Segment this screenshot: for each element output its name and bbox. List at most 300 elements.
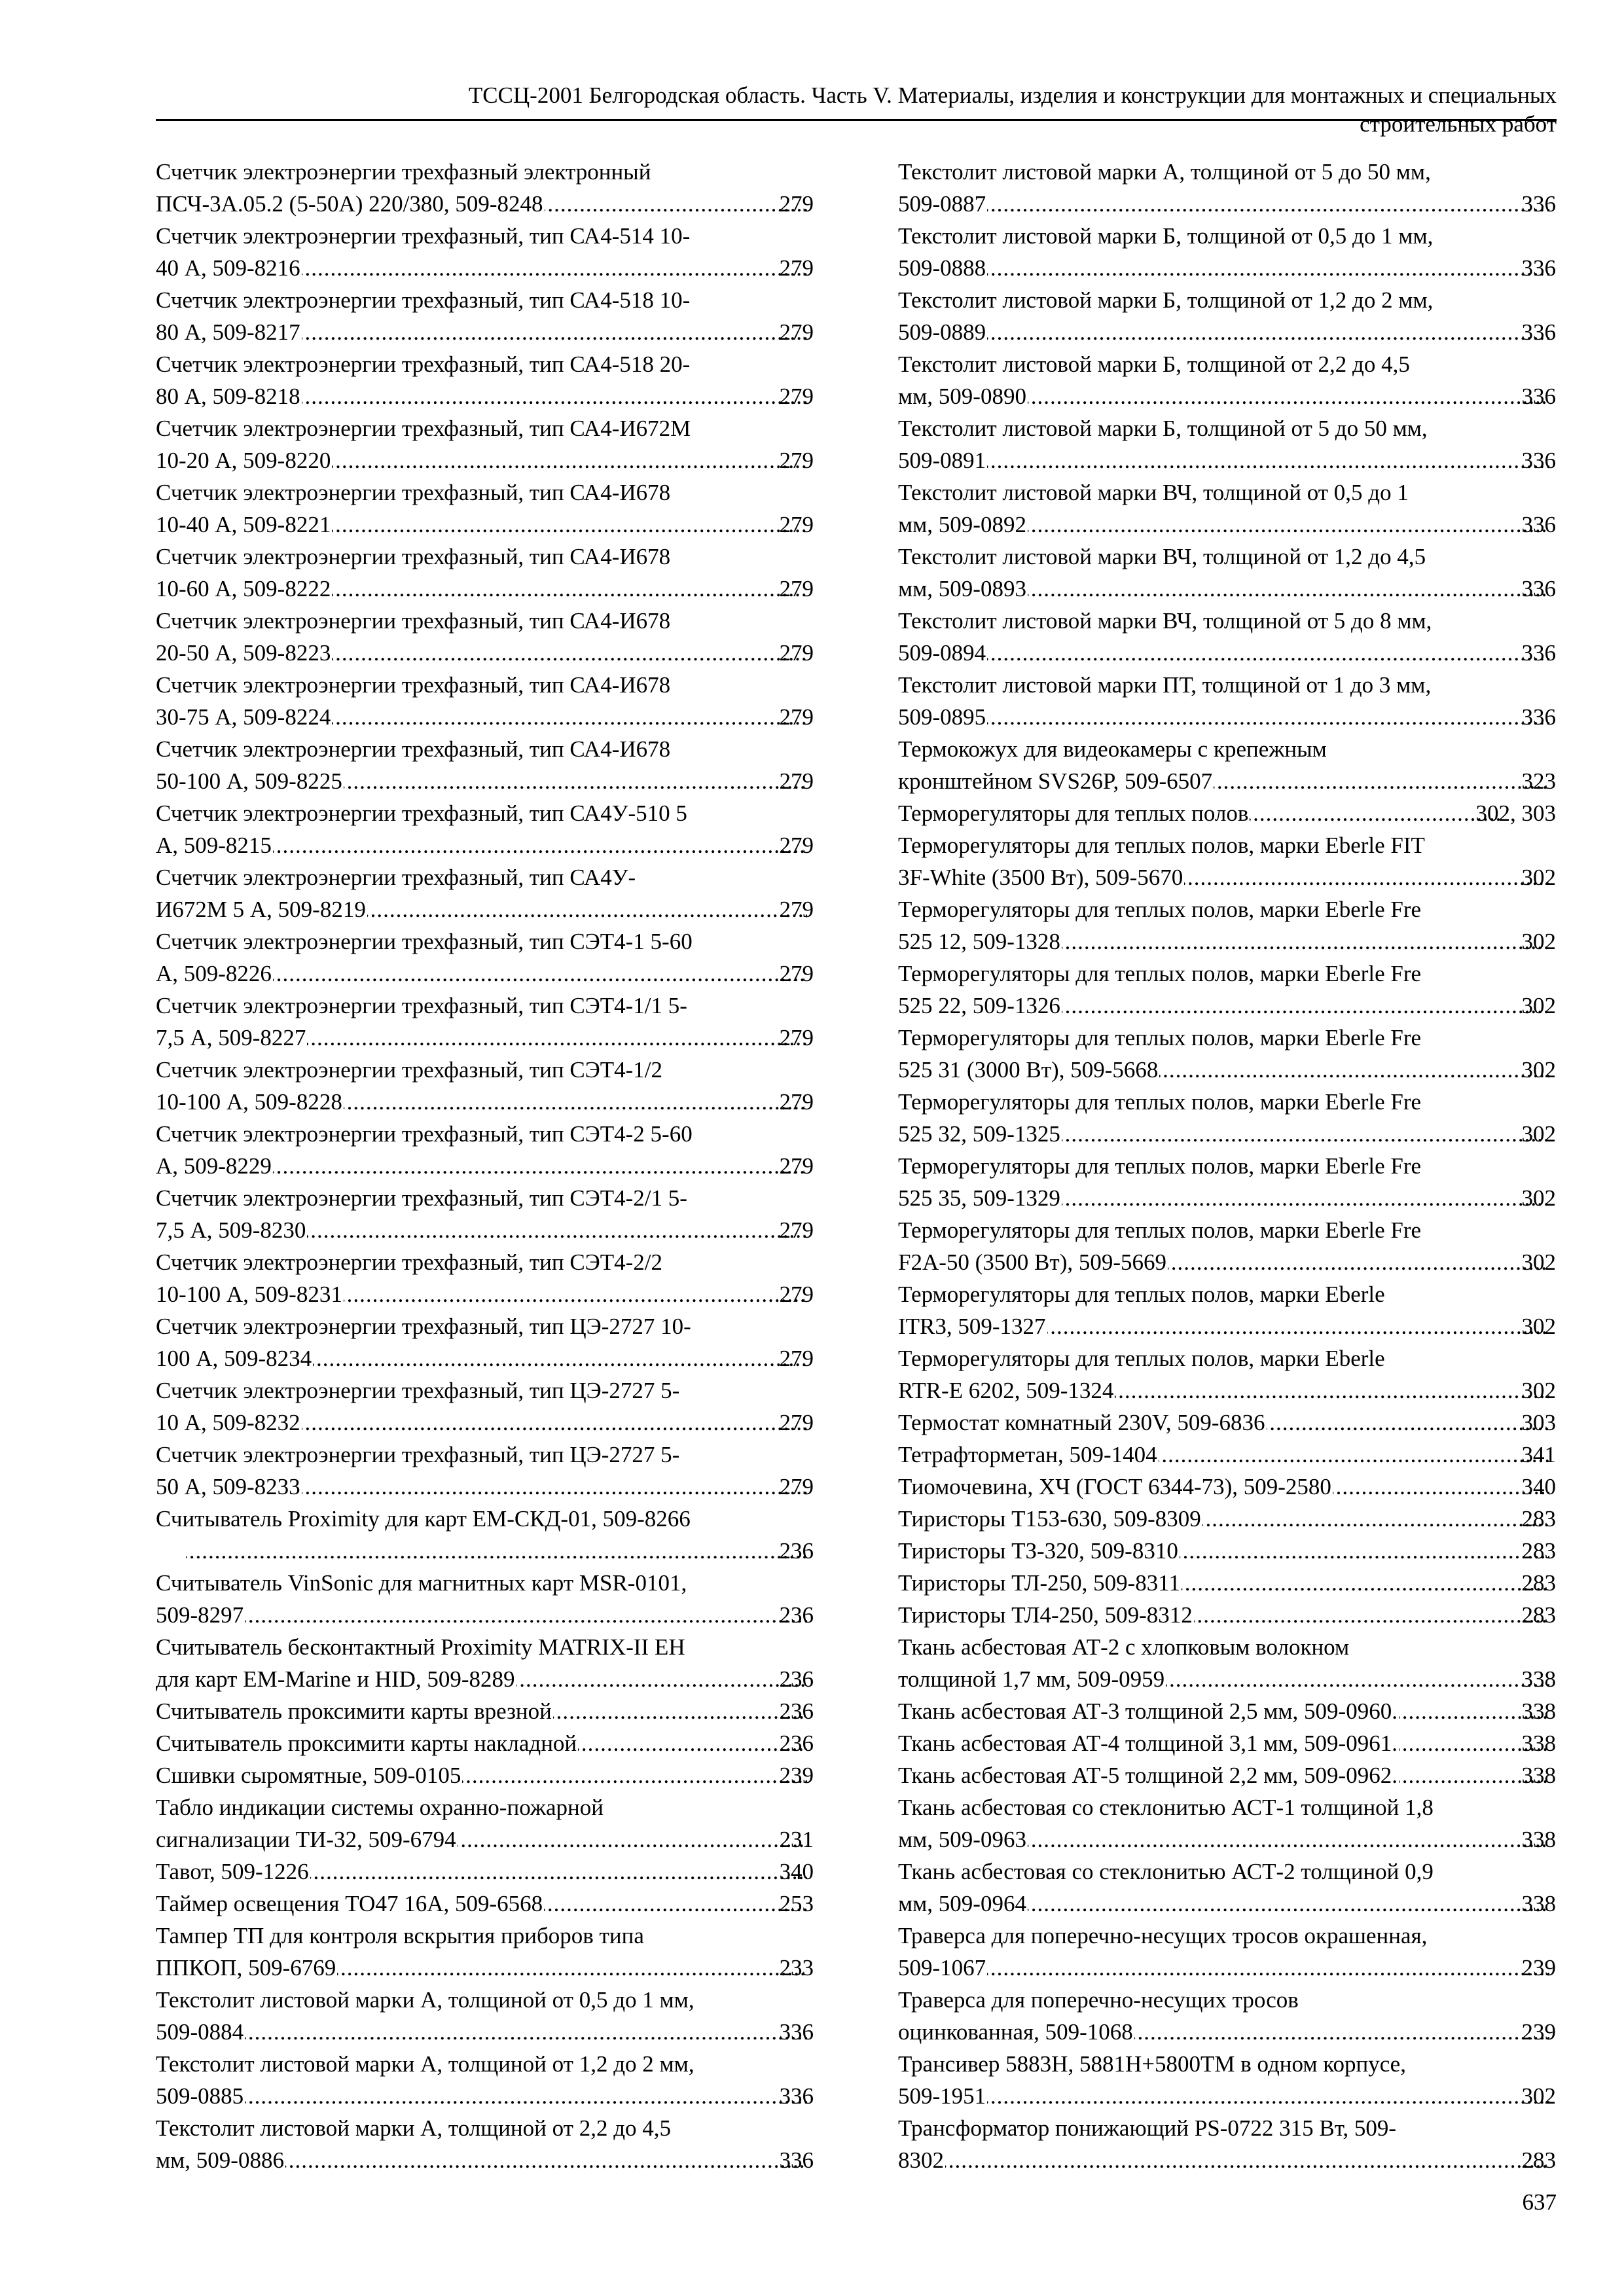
index-entry bbox=[898, 958, 1556, 1022]
entry-title: Счетчик электроэнергии трехфазный, тип СА4-518 20- bbox=[156, 351, 691, 377]
entry-page-ref: 279 bbox=[779, 319, 814, 345]
entry-leader-line bbox=[898, 1182, 1556, 1214]
entry-leader-line bbox=[898, 188, 1556, 220]
index-column-left bbox=[156, 156, 814, 2176]
entry-code: Тиомочевина, ХЧ (ГОСТ 6344-73), 509-2580 bbox=[898, 1474, 1331, 1499]
dot-leader bbox=[987, 188, 1549, 220]
entry-page-ref: 336 bbox=[1521, 384, 1556, 409]
entry-leader-line bbox=[156, 1599, 814, 1631]
entry-code: 509-1951 bbox=[898, 2083, 986, 2109]
entry-leader-line bbox=[898, 1310, 1556, 1342]
header-title: ТССЦ-2001 Белгородская область. Часть V. Материалы, изделия и конструкции для монтажных и специальных bbox=[468, 82, 1557, 108]
entry-page-ref: 283 bbox=[1521, 1506, 1556, 1532]
entry-leader-line bbox=[156, 252, 814, 284]
entry-page-ref: 236 bbox=[779, 1698, 814, 1724]
entry-leader-line bbox=[898, 765, 1556, 797]
entry-title: Счетчик электроэнергии трехфазный, тип СА4-И678 bbox=[156, 672, 671, 698]
entry-page-ref: 279 bbox=[779, 1089, 814, 1115]
entry-leader-line bbox=[898, 1471, 1556, 1503]
dot-leader bbox=[332, 701, 806, 733]
entry-title: Считыватель VinSonic для магнитных карт MSR-0101, bbox=[156, 1570, 687, 1596]
index-entry bbox=[156, 541, 814, 605]
running-header bbox=[156, 81, 1557, 139]
entry-title: Терморегуляторы для теплых полов, марки Eberle FIT bbox=[898, 833, 1425, 858]
entry-page-ref: 279 bbox=[779, 1282, 814, 1307]
entry-leader-line bbox=[898, 2080, 1556, 2112]
entry-page-ref: 279 bbox=[779, 191, 814, 217]
index-entry bbox=[156, 1118, 814, 1182]
entry-code: мм, 509-0964 bbox=[898, 1891, 1026, 1916]
index-entry bbox=[156, 1695, 814, 1727]
index-entry bbox=[156, 1791, 814, 1856]
entry-title: Траверса для поперечно-несущих тросов окрашенная, bbox=[898, 1923, 1428, 1948]
dot-leader bbox=[245, 1599, 806, 1631]
dot-leader bbox=[1166, 1663, 1549, 1695]
dot-leader bbox=[945, 2144, 1549, 2176]
dot-leader bbox=[273, 958, 807, 990]
dot-leader bbox=[1134, 2016, 1549, 2048]
entry-leader-line bbox=[156, 958, 814, 990]
dot-leader bbox=[332, 509, 806, 541]
index-entry bbox=[898, 1471, 1556, 1503]
entry-page-ref: 283 bbox=[1521, 1538, 1556, 1564]
entry-leader-line bbox=[898, 252, 1556, 284]
entry-code: ITR3, 509-1327 bbox=[898, 1314, 1046, 1339]
index-entry bbox=[898, 1567, 1556, 1599]
entry-page-ref: 279 bbox=[779, 1025, 814, 1050]
entry-code: Тетрафторметан, 509-1404 bbox=[898, 1442, 1157, 1467]
entry-page-ref: 336 bbox=[779, 2083, 814, 2109]
dot-leader bbox=[987, 316, 1549, 348]
index-entry bbox=[898, 1920, 1556, 1984]
entry-page-ref: 336 bbox=[1521, 319, 1556, 345]
dot-leader bbox=[273, 829, 807, 861]
index-entry bbox=[898, 605, 1556, 669]
entry-title: Терморегуляторы для теплых полов, марки Eberle bbox=[898, 1346, 1385, 1371]
entry-page-ref: 336 bbox=[1521, 640, 1556, 666]
entry-code: ПСЧ-3А.05.2 (5-50А) 220/380, 509-8248 bbox=[156, 191, 543, 217]
entry-page-ref: 338 bbox=[1521, 1827, 1556, 1852]
entry-code: Тиристоры ТЛ-250, 509-8311 bbox=[898, 1570, 1180, 1596]
entry-page-ref: 239 bbox=[779, 1763, 814, 1788]
entry-code: А, 509-8229 bbox=[156, 1153, 272, 1179]
entry-title: Текстолит листовой марки Б, толщиной от 1,2 до 2 мм, bbox=[898, 287, 1434, 313]
entry-leader-line bbox=[898, 1888, 1556, 1920]
index-entry bbox=[156, 990, 814, 1054]
entry-leader-line bbox=[156, 1214, 814, 1246]
entry-page-ref: 279 bbox=[779, 768, 814, 794]
entry-leader-line bbox=[156, 1278, 814, 1310]
entry-code: Тиристоры Т153-630, 509-8309 bbox=[898, 1506, 1201, 1532]
entry-code: мм, 509-0963 bbox=[898, 1827, 1026, 1852]
index-entry bbox=[898, 2112, 1556, 2176]
index-entry bbox=[156, 861, 814, 925]
index-entry bbox=[898, 1984, 1556, 2048]
dot-leader bbox=[545, 188, 807, 220]
entry-leader-line bbox=[156, 188, 814, 220]
entry-page-ref: 302 bbox=[1521, 1121, 1556, 1147]
entry-leader-line bbox=[898, 1952, 1556, 1984]
entry-code: 509-0887 bbox=[898, 191, 986, 217]
entry-page-ref: 279 bbox=[779, 1217, 814, 1243]
dot-leader bbox=[987, 444, 1549, 476]
dot-leader bbox=[1062, 1182, 1549, 1214]
entry-leader-line bbox=[898, 1118, 1556, 1150]
index-entry bbox=[898, 829, 1556, 893]
index-entry bbox=[156, 605, 814, 669]
index-entry bbox=[898, 2048, 1556, 2112]
index-entry bbox=[898, 1856, 1556, 1920]
index-entry bbox=[898, 1791, 1556, 1856]
dot-leader bbox=[1062, 990, 1549, 1022]
entry-leader-line bbox=[156, 1727, 814, 1759]
entry-page-ref: 279 bbox=[779, 1474, 814, 1499]
index-entry bbox=[156, 669, 814, 733]
index-entry bbox=[156, 797, 814, 861]
entry-page-ref: 302 bbox=[1521, 1378, 1556, 1403]
dot-leader bbox=[1202, 1503, 1549, 1535]
entry-leader-line bbox=[898, 2016, 1556, 2048]
entry-leader-line bbox=[156, 701, 814, 733]
index-column-right bbox=[898, 156, 1556, 2176]
entry-page-ref: 283 bbox=[1521, 1570, 1556, 1596]
entry-leader-line bbox=[898, 2144, 1556, 2176]
entry-leader-line bbox=[156, 765, 814, 797]
entry-title: Траверса для поперечно-несущих тросов bbox=[898, 1987, 1299, 2013]
entry-code: 525 12, 509-1328 bbox=[898, 929, 1060, 954]
entry-leader-line bbox=[156, 316, 814, 348]
entry-title: Текстолит листовой марки Б, толщиной от 5 до 50 мм, bbox=[898, 416, 1428, 441]
entry-title: Текстолит листовой марки Б, толщиной от 2,2 до 4,5 bbox=[898, 351, 1410, 377]
entry-leader-line bbox=[156, 1342, 814, 1374]
index-entry bbox=[156, 156, 814, 220]
entry-code: 20-50 А, 509-8223 bbox=[156, 640, 331, 666]
entry-code: 80 А, 509-8217 bbox=[156, 319, 300, 345]
index-entry bbox=[898, 1503, 1556, 1535]
dot-leader bbox=[1115, 1374, 1549, 1407]
entry-code: для карт EM-Marine и HID, 509-8289 bbox=[156, 1666, 515, 1692]
index-entry bbox=[898, 1535, 1556, 1567]
entry-title: Счетчик электроэнергии трехфазный, тип СА4У- bbox=[156, 865, 636, 890]
entry-leader-line bbox=[898, 1823, 1556, 1856]
entry-page-ref: 336 bbox=[779, 2019, 814, 2045]
entry-code: мм, 509-0892 bbox=[898, 512, 1026, 537]
entry-code: А, 509-8226 bbox=[156, 961, 272, 986]
entry-code: 525 31 (3000 Вт), 509-5668 bbox=[898, 1057, 1159, 1083]
dot-leader bbox=[1159, 1439, 1549, 1471]
index-entry bbox=[156, 1856, 814, 1888]
entry-page-ref: 279 bbox=[779, 640, 814, 666]
dot-leader bbox=[1062, 1118, 1549, 1150]
index-entry bbox=[156, 2112, 814, 2176]
entry-title: Терморегуляторы для теплых полов, марки Eberle Fre bbox=[898, 1153, 1422, 1179]
entry-title: Трансивер 5883H, 5881H+5800TM в одном корпусе, bbox=[898, 2051, 1406, 2077]
entry-code: RTR-E 6202, 509-1324 bbox=[898, 1378, 1114, 1403]
entry-title: Тампер ТП для контроля вскрытия приборов типа bbox=[156, 1923, 644, 1948]
entry-leader-line bbox=[156, 637, 814, 669]
dot-leader bbox=[1194, 1599, 1549, 1631]
entry-page-ref: 279 bbox=[779, 704, 814, 730]
entry-page-ref: 303 bbox=[1521, 1410, 1556, 1435]
entry-code: 10-100 А, 509-8228 bbox=[156, 1089, 342, 1115]
index-entry bbox=[898, 1695, 1556, 1727]
index-entry bbox=[156, 476, 814, 541]
entry-page-ref: 338 bbox=[1521, 1698, 1556, 1724]
entry-leader-line bbox=[156, 444, 814, 476]
entry-code: 3F-White (3500 Вт), 509-5670 bbox=[898, 865, 1183, 890]
entry-code: 40 А, 509-8216 bbox=[156, 255, 300, 281]
index-entry bbox=[898, 1439, 1556, 1471]
entry-code: мм, 509-0886 bbox=[156, 2147, 284, 2173]
entry-code: 100 А, 509-8234 bbox=[156, 1346, 312, 1371]
dot-leader bbox=[1028, 380, 1549, 412]
entry-page-ref: 279 bbox=[779, 1410, 814, 1435]
entry-code: 509-0884 bbox=[156, 2019, 244, 2045]
entry-page-ref: 302 bbox=[1521, 2083, 1556, 2109]
dot-leader bbox=[987, 637, 1549, 669]
index-entry bbox=[898, 1407, 1556, 1439]
entry-page-ref: 302 bbox=[1521, 1314, 1556, 1339]
entry-code: 10-20 А, 509-8220 bbox=[156, 448, 331, 473]
dot-leader bbox=[516, 1663, 807, 1695]
entry-code: 8302 bbox=[898, 2147, 944, 2173]
index-entry bbox=[156, 1631, 814, 1695]
index-entry bbox=[156, 1759, 814, 1791]
dot-leader bbox=[332, 573, 806, 605]
entry-code: 10-40 А, 509-8221 bbox=[156, 512, 331, 537]
entry-page-ref: 279 bbox=[779, 255, 814, 281]
entry-page-ref: 302 bbox=[1521, 865, 1556, 890]
entry-title: Счетчик электроэнергии трехфазный, тип СЭТ4-1/1 5- bbox=[156, 993, 687, 1018]
entry-title: Ткань асбестовая со стеклонитью АСТ-1 толщиной 1,8 bbox=[898, 1795, 1434, 1820]
entry-page-ref: 279 bbox=[779, 448, 814, 473]
index-entry bbox=[156, 1182, 814, 1246]
entry-leader-line bbox=[156, 1952, 814, 1984]
entry-title: Терморегуляторы для теплых полов, марки Eberle Fre bbox=[898, 1089, 1422, 1115]
entry-code: 10 А, 509-8232 bbox=[156, 1410, 300, 1435]
entry-leader-line bbox=[898, 1663, 1556, 1695]
index-entry bbox=[898, 1599, 1556, 1631]
entry-page-ref: 302 bbox=[1521, 1057, 1556, 1083]
dot-leader bbox=[313, 1342, 806, 1374]
entry-page-ref: 283 bbox=[1521, 1602, 1556, 1628]
index-entry bbox=[156, 1439, 814, 1503]
entry-title: Ткань асбестовая АТ-2 с хлопковым волокном bbox=[898, 1634, 1350, 1660]
dot-leader bbox=[987, 701, 1549, 733]
index-entry bbox=[898, 476, 1556, 541]
index-entry bbox=[156, 1727, 814, 1759]
entry-page-ref: 336 bbox=[1521, 512, 1556, 537]
entry-title: Считыватель бесконтактный Proximity MATRIX-II EH bbox=[156, 1634, 685, 1660]
entry-leader-line bbox=[898, 1246, 1556, 1278]
entry-code: 525 35, 509-1329 bbox=[898, 1185, 1060, 1211]
entry-code: 10-100 А, 509-8231 bbox=[156, 1282, 342, 1307]
entry-code: Сшивки сыромятные, 509-0105 bbox=[156, 1763, 461, 1788]
entry-title: Термокожух для видеокамеры с крепежным bbox=[898, 736, 1327, 762]
entry-code: Тиристоры ТЗ-320, 509-8310 bbox=[898, 1538, 1178, 1564]
entry-leader-line bbox=[156, 1823, 814, 1856]
dot-leader bbox=[307, 1214, 806, 1246]
index-entry bbox=[156, 348, 814, 412]
index-entry bbox=[156, 1310, 814, 1374]
entry-title: Терморегуляторы для теплых полов, марки Eberle Fre bbox=[898, 897, 1422, 922]
dot-leader bbox=[1028, 573, 1549, 605]
entry-title: Текстолит листовой марки А, толщиной от 5 до 50 мм, bbox=[898, 159, 1431, 185]
entry-page-ref: 233 bbox=[779, 1955, 814, 1981]
entry-code: 509-0895 bbox=[898, 704, 986, 730]
dot-leader bbox=[344, 765, 807, 797]
entry-page-ref: 236 bbox=[779, 1602, 814, 1628]
entry-page-ref: 338 bbox=[1521, 1891, 1556, 1916]
entry-code: Ткань асбестовая АТ-3 толщиной 2,5 мм, 509-0960. bbox=[898, 1698, 1398, 1724]
entry-title: Текстолит листовой марки ВЧ, толщиной от 0,5 до 1 bbox=[898, 480, 1409, 505]
entry-code: 7,5 А, 509-8227 bbox=[156, 1025, 306, 1050]
entry-leader-line bbox=[156, 1759, 814, 1791]
dot-leader bbox=[987, 252, 1549, 284]
entry-page-ref: 323 bbox=[1521, 768, 1556, 794]
dot-leader bbox=[310, 1856, 807, 1888]
index-entry bbox=[898, 284, 1556, 348]
index-entry bbox=[156, 1054, 814, 1118]
entry-title: Текстолит листовой марки А, толщиной от 1,2 до 2 мм, bbox=[156, 2051, 695, 2077]
entry-page-ref: 279 bbox=[779, 512, 814, 537]
dot-leader bbox=[1028, 509, 1549, 541]
entry-leader-line bbox=[156, 573, 814, 605]
entry-leader-line bbox=[156, 1695, 814, 1727]
entry-code: оцинкованная, 509-1068 bbox=[898, 2019, 1133, 2045]
entry-page-ref: 279 bbox=[779, 1153, 814, 1179]
entry-leader-line bbox=[898, 1374, 1556, 1407]
dot-leader bbox=[302, 1471, 807, 1503]
dot-leader bbox=[1214, 765, 1549, 797]
entry-code: Ткань асбестовая АТ-4 толщиной 3,1 мм, 509-0961. bbox=[898, 1731, 1398, 1756]
entry-page-ref: 283 bbox=[1521, 2147, 1556, 2173]
entry-code: 7,5 А, 509-8230 bbox=[156, 1217, 306, 1243]
dot-leader bbox=[245, 2080, 806, 2112]
entry-leader-line bbox=[898, 573, 1556, 605]
entry-title: Счетчик электроэнергии трехфазный, тип СА4-И678 bbox=[156, 608, 671, 634]
dot-leader bbox=[285, 2144, 807, 2176]
entry-leader-line bbox=[898, 1054, 1556, 1086]
index-entry bbox=[898, 412, 1556, 476]
dot-leader bbox=[1028, 1823, 1549, 1856]
dot-leader bbox=[987, 2080, 1549, 2112]
entry-leader-line bbox=[156, 1022, 814, 1054]
entry-page-ref: 338 bbox=[1521, 1666, 1556, 1692]
entry-code: мм, 509-0893 bbox=[898, 576, 1026, 601]
entry-code: 509-0885 bbox=[156, 2083, 244, 2109]
entry-leader-line bbox=[898, 380, 1556, 412]
entry-leader-line bbox=[898, 444, 1556, 476]
dot-leader bbox=[1250, 797, 1503, 829]
entry-page-ref: 279 bbox=[779, 897, 814, 922]
entry-leader-line bbox=[898, 1439, 1556, 1471]
entry-page-ref: 279 bbox=[779, 961, 814, 986]
index-entry bbox=[156, 1246, 814, 1310]
entry-title: Текстолит листовой марки Б, толщиной от 0,5 до 1 мм, bbox=[898, 223, 1434, 249]
entry-code: А, 509-8215 bbox=[156, 833, 272, 858]
entry-page-ref: 231 bbox=[779, 1827, 814, 1852]
entry-page-ref: 338 bbox=[1521, 1763, 1556, 1788]
entry-page-ref: 239 bbox=[1521, 2019, 1556, 2045]
entry-page-ref: 336 bbox=[779, 2147, 814, 2173]
entry-code: Терморегуляторы для теплых полов bbox=[898, 800, 1249, 826]
index-entry bbox=[898, 1278, 1556, 1342]
entry-title: Счетчик электроэнергии трехфазный, тип СА4-518 10- bbox=[156, 287, 691, 313]
entry-leader-line bbox=[898, 701, 1556, 733]
header-rule bbox=[156, 119, 1557, 121]
entry-leader-line bbox=[898, 316, 1556, 348]
entry-leader-line bbox=[898, 1503, 1556, 1535]
dot-leader bbox=[1182, 1567, 1549, 1599]
entry-page-ref: 279 bbox=[779, 576, 814, 601]
index-entry bbox=[156, 1567, 814, 1631]
index-entry bbox=[156, 1920, 814, 1984]
entry-title: Считыватель Proximity для карт ЕМ-СКД-01, 509-8266 bbox=[156, 1506, 691, 1532]
dot-leader bbox=[1184, 861, 1549, 893]
index-entry bbox=[156, 1374, 814, 1439]
entry-leader-line bbox=[898, 1759, 1556, 1791]
entry-title: Счетчик электроэнергии трехфазный, тип СЭТ4-1 5-60 bbox=[156, 929, 693, 954]
entry-code: толщиной 1,7 мм, 509-0959 bbox=[898, 1666, 1165, 1692]
dot-leader bbox=[458, 1823, 807, 1856]
entry-page-ref: 236 bbox=[779, 1666, 814, 1692]
index-entry bbox=[156, 1984, 814, 2048]
entry-title: Счетчик электроэнергии трехфазный электронный bbox=[156, 159, 651, 185]
dot-leader bbox=[332, 444, 806, 476]
entry-title: Текстолит листовой марки А, толщиной от 0,5 до 1 мм, bbox=[156, 1987, 695, 2013]
entry-title: Счетчик электроэнергии трехфазный, тип ЦЭ-2727 10- bbox=[156, 1314, 691, 1339]
entry-page-ref: 336 bbox=[1521, 448, 1556, 473]
entry-leader-line bbox=[156, 2144, 814, 2176]
entry-title: Терморегуляторы для теплых полов, марки Eberle Fre bbox=[898, 1217, 1422, 1243]
entry-code: Считыватель проксимити карты накладной bbox=[156, 1731, 577, 1756]
dot-leader bbox=[186, 1535, 807, 1567]
dot-leader bbox=[1267, 1407, 1549, 1439]
entry-title: Счетчик электроэнергии трехфазный, тип СЭТ4-1/2 bbox=[156, 1057, 663, 1083]
index-entry bbox=[156, 220, 814, 284]
entry-leader-line bbox=[898, 1695, 1556, 1727]
entry-code: 10-60 А, 509-8222 bbox=[156, 576, 331, 601]
index-entry bbox=[156, 1888, 814, 1920]
entry-leader-line bbox=[156, 380, 814, 412]
index-entry bbox=[898, 348, 1556, 412]
dot-leader bbox=[1028, 1888, 1549, 1920]
entry-leader-line bbox=[156, 1086, 814, 1118]
dot-leader bbox=[302, 252, 807, 284]
dot-leader bbox=[302, 1407, 807, 1439]
entry-code: F2A-50 (3500 Вт), 509-5669 bbox=[898, 1249, 1167, 1275]
entry-title: Счетчик электроэнергии трехфазный, тип СА4-И678 bbox=[156, 480, 671, 505]
entry-leader-line bbox=[156, 509, 814, 541]
entry-code: 509-0888 bbox=[898, 255, 986, 281]
entry-leader-line bbox=[156, 1856, 814, 1888]
index-entry bbox=[898, 1631, 1556, 1695]
dot-leader bbox=[367, 893, 807, 925]
entry-title: Счетчик электроэнергии трехфазный, тип СА4-И678 bbox=[156, 736, 671, 762]
entry-title: Счетчик электроэнергии трехфазный, тип СЭТ4-2/1 5- bbox=[156, 1185, 687, 1211]
entry-code: ППКОП, 509-6769 bbox=[156, 1955, 336, 1981]
entry-page-ref: 302 bbox=[1521, 993, 1556, 1018]
entry-code: Тиристоры ТЛ4-250, 509-8312 bbox=[898, 1602, 1193, 1628]
entry-code: кронштейном SVS26P, 509-6507 bbox=[898, 768, 1213, 794]
entry-page-ref: 336 bbox=[1521, 576, 1556, 601]
dot-leader bbox=[1180, 1535, 1549, 1567]
index-entry bbox=[898, 541, 1556, 605]
index-entry bbox=[898, 1214, 1556, 1278]
entry-leader-line bbox=[898, 861, 1556, 893]
entry-leader-line bbox=[898, 637, 1556, 669]
